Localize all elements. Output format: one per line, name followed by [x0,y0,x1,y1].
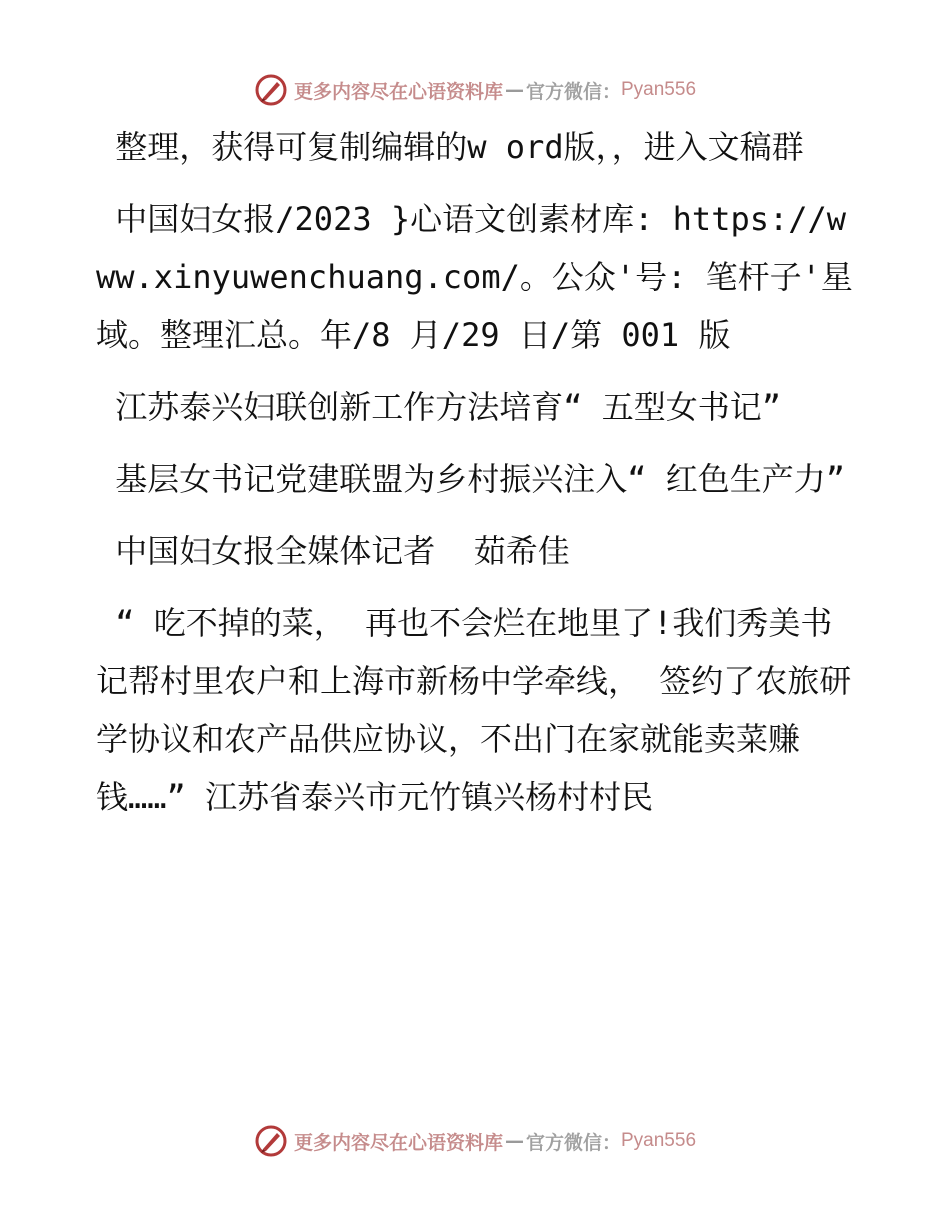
promo-text: 更多内容尽在心语资料库 [293,80,503,103]
body-paragraph: “ 吃不掉的菜， 再也不会烂在地里了!我们秀美书记帮村里农户和上海市新杨中学牵线， 签约了农旅研学协议和农产品供应协议，不出门在家就能卖菜赚钱……” 江苏省泰兴市元竹镇兴杨村村民 [96,604,852,816]
pen-logo-icon [254,73,288,107]
headline: 江苏泰兴妇联创新工作方法培育“ 五型女书记” [96,388,782,426]
promo-dash: — [504,79,524,101]
wechat-id: Pyan556 [621,79,697,100]
header-banner [0,70,950,110]
promo-text: 更多内容尽在心语资料库 [293,1131,503,1154]
document-body [96,118,856,826]
pen-logo-icon [254,1124,288,1158]
intro-paragraph: 整理，获得可复制编辑的w ord版，，进入文稿群 [96,128,804,166]
wechat-label: 官方微信： [525,1131,621,1154]
byline: 中国妇女报全媒体记者 茹希佳 [96,532,570,570]
promo-dash: — [504,1130,524,1152]
source-paragraph: 中国妇女报/2023 }心语文创素材库: https://www.xinyuwenchuang.com/。公众'号: 笔杆子'星域。整理汇总。年/8 月/29 日/第 001 版 [96,200,853,354]
wechat-id: Pyan556 [621,1130,697,1151]
footer-banner [0,1121,950,1161]
wechat-label: 官方微信： [525,80,621,103]
subheadline: 基层女书记党建联盟为乡村振兴注入“ 红色生产力” [96,460,846,498]
